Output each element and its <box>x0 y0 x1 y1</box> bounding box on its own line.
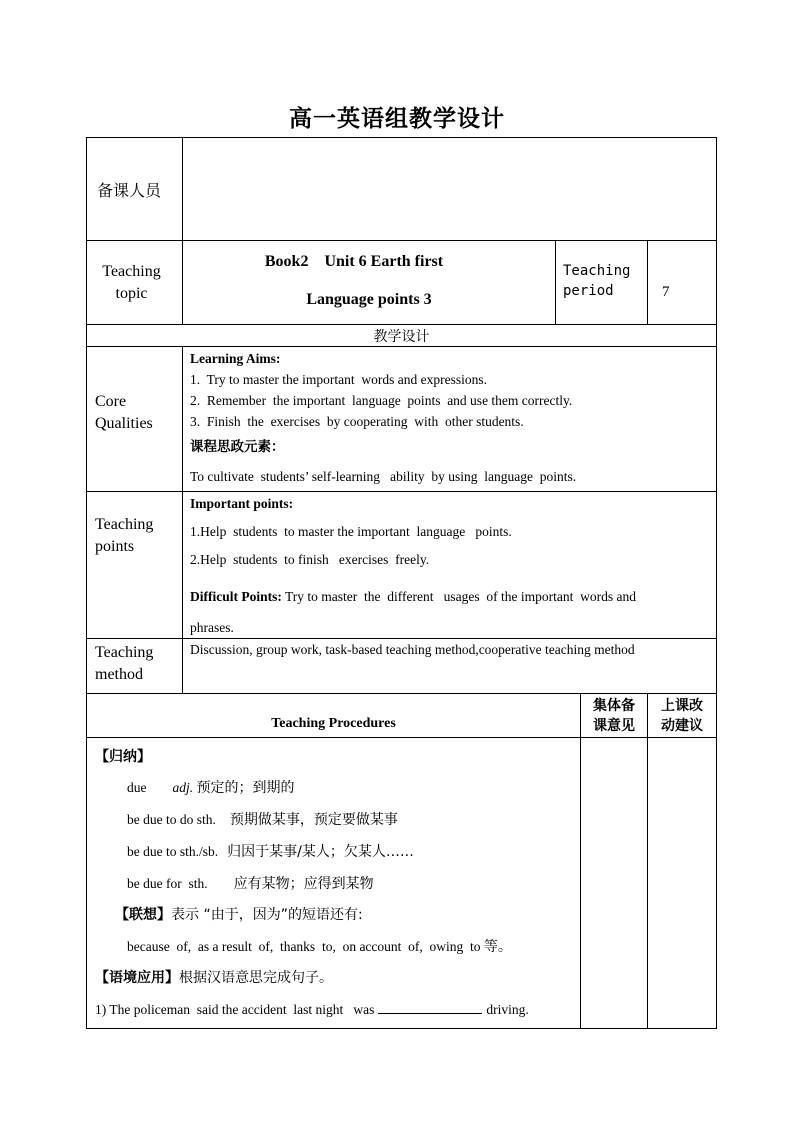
phrase-cn: 预期做某事，预定要做某事 <box>229 812 398 828</box>
question-tail: driving. <box>486 1002 529 1017</box>
apply-text: 根据汉语意思完成句子。 <box>179 970 333 986</box>
apply-row <box>95 963 574 994</box>
phrase-row <box>95 836 574 868</box>
points-row <box>87 492 717 639</box>
core-row <box>87 347 717 492</box>
topic-row <box>87 241 717 325</box>
assoc-end: 等。 <box>483 939 512 955</box>
points-label: Teaching points <box>87 492 183 639</box>
question-text: 1) The policeman said the accident last night was <box>95 1002 375 1017</box>
aim-item: 3. Finish the exercises by cooperating with other students. <box>190 414 524 429</box>
core-content <box>183 347 717 492</box>
difficult-line <box>190 587 710 607</box>
group-opinion-header: 集体备课意见 <box>581 694 648 738</box>
procedures-header: Teaching Procedures <box>87 694 581 738</box>
topic-label: Teaching topic <box>87 241 183 325</box>
points-content <box>183 492 717 639</box>
method-row <box>87 639 717 694</box>
ideology-text: To cultivate students’ self-learning ability by using language points. <box>190 469 577 484</box>
revision-suggestion-cell <box>648 738 717 1029</box>
topic-line-2: Language points 3 <box>306 291 432 308</box>
assoc-text: 表示 “由于，因为”的短语还有: <box>171 907 363 923</box>
difficult-title: Difficult Points: <box>190 589 282 604</box>
group-opinion-cell <box>581 738 648 1029</box>
phrase-cn: 归因于某事/某人；欠某人…… <box>227 844 414 860</box>
question-row <box>95 994 574 1025</box>
phrase-en: be due to do sth. <box>127 812 216 827</box>
phrase-cn: 应有某物；应得到某物 <box>233 876 374 892</box>
due-word: due <box>127 780 147 795</box>
aim-item: 1. Try to master the important words and expressions. <box>190 372 487 387</box>
apply-tag: 【语境应用】 <box>95 970 179 986</box>
topic-content <box>183 241 556 325</box>
difficult-text-cont: phrases. <box>190 620 234 635</box>
preparer-row <box>87 138 717 241</box>
period-value: 7 <box>648 241 717 325</box>
difficult-text: Try to master the different usages of the important words and <box>285 589 636 604</box>
topic-line-1: Book2 Unit 6 Earth first <box>264 253 444 270</box>
preparer-value <box>183 138 717 241</box>
assoc-list: because of, as a result of, thanks to, on account of, owing to <box>127 939 481 954</box>
important-item: 2.Help students to finish exercises freely. <box>190 552 430 567</box>
core-label: Core Qualities <box>87 347 183 492</box>
due-meaning: 预定的；到期的 <box>196 780 295 796</box>
phrase-row <box>95 804 574 836</box>
assoc-list-row <box>95 931 574 963</box>
important-item: 1.Help students to master the important language points. <box>190 524 512 539</box>
procedures-header-row <box>87 694 717 738</box>
assoc-tag: 【联想】 <box>115 907 171 923</box>
phrase-en: be due for sth. <box>127 876 208 891</box>
ideology-title: 课程思政元素： <box>190 439 285 455</box>
phrase-row <box>95 868 574 900</box>
due-entry <box>95 772 574 804</box>
procedures-content <box>87 738 581 1029</box>
summary-tag: 【归纳】 <box>95 749 151 765</box>
method-label: Teaching method <box>87 639 183 694</box>
period-label: Teaching period <box>556 241 648 325</box>
preparer-label: 备课人员 <box>87 138 183 241</box>
aims-title: Learning Aims: <box>190 351 281 366</box>
aim-item: 2. Remember the important language points and use them correctly. <box>190 393 573 408</box>
assoc-row <box>95 900 574 931</box>
procedures-body-row <box>87 738 717 1029</box>
phrase-en: be due to sth./sb. <box>127 844 219 859</box>
design-header-row <box>87 325 717 347</box>
lesson-plan-table <box>86 137 717 1029</box>
answer-blank[interactable] <box>378 1003 482 1014</box>
page-title: 高一英语组教学设计 <box>289 106 505 132</box>
due-pos: adj. <box>172 780 194 795</box>
revision-suggestion-header: 上课改动建议 <box>648 694 717 738</box>
design-header: 教学设计 <box>87 325 717 347</box>
method-text: Discussion, group work, task-based teaching method,cooperative teaching method <box>183 639 717 694</box>
important-title: Important points: <box>190 496 294 511</box>
